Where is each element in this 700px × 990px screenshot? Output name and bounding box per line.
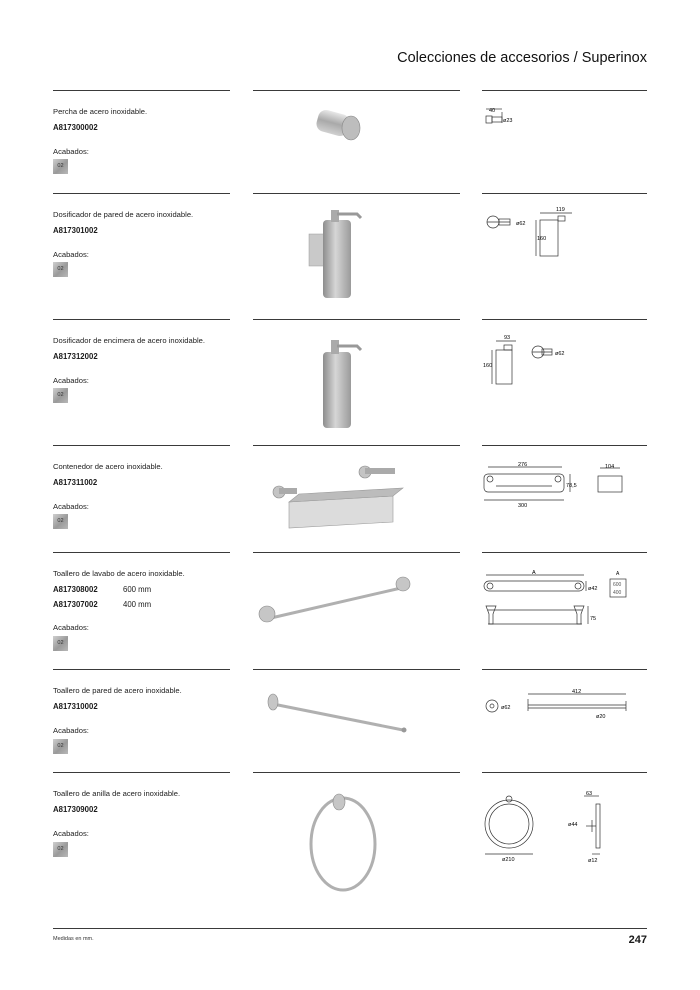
product-code: A817311002	[53, 478, 98, 487]
product-code: A817310002	[53, 702, 98, 711]
technical-drawing-contenedor	[482, 456, 647, 514]
product-description: Toallero de anilla de acero inoxidable.	[53, 789, 181, 798]
product-code: A817301002	[53, 226, 98, 235]
finish-swatch: 02	[53, 636, 68, 651]
divider	[253, 772, 460, 773]
dim-table-header: A	[616, 571, 620, 577]
product-photo-percha	[253, 96, 460, 156]
divider	[482, 90, 647, 91]
finish-swatch: 02	[53, 388, 68, 403]
product-description: Dosificador de pared de acero inoxidable.	[53, 210, 194, 219]
dim-table-value: 400	[613, 590, 622, 596]
divider	[482, 669, 647, 670]
dim-depth: 104	[605, 464, 615, 470]
dim-length: A	[532, 570, 536, 576]
dim-diameter: ø42	[588, 586, 598, 592]
dim-width: 93	[504, 335, 511, 341]
divider	[253, 552, 460, 553]
product-description: Contenedor de acero inoxidable.	[53, 462, 163, 471]
divider	[53, 772, 230, 773]
product-code: A817308002 600 mm	[53, 585, 152, 594]
product-description: Dosificador de encimera de acero inoxidable.	[53, 336, 205, 345]
finishes-label: Acabados:	[53, 502, 89, 511]
divider	[253, 445, 460, 446]
divider	[253, 90, 460, 91]
finishes-label: Acabados:	[53, 726, 89, 735]
product-photo-contenedor	[253, 452, 460, 542]
dim-height: 160	[537, 236, 547, 242]
product-code: A817307002 400 mm	[53, 600, 152, 609]
dim-depth: 63	[586, 791, 593, 797]
product-description: Toallero de lavabo de acero inoxidable.	[53, 569, 185, 578]
dim-bar-diameter: ø20	[596, 714, 606, 720]
divider	[53, 552, 230, 553]
technical-drawing-dosificador-encimera	[482, 332, 647, 390]
product-description: Toallero de pared de acero inoxidable.	[53, 686, 182, 695]
dim-diameter: ø62	[516, 221, 526, 227]
dim-width: 40	[489, 108, 496, 114]
product-code: A817300002	[53, 123, 98, 132]
finishes-label: Acabados:	[53, 623, 89, 632]
dim-ring-diameter: ø210	[502, 857, 515, 863]
finish-swatch: 02	[53, 262, 68, 277]
divider	[482, 445, 647, 446]
divider	[53, 669, 230, 670]
dim-length: 412	[572, 689, 582, 695]
product-photo-dosificador-encimera	[253, 326, 460, 430]
technical-drawing-toallero-lavabo	[482, 566, 647, 634]
dim-projection: 75	[590, 616, 597, 622]
product-photo-dosificador-pared	[253, 200, 460, 304]
divider	[53, 90, 230, 91]
divider	[482, 772, 647, 773]
finishes-label: Acabados:	[53, 829, 89, 838]
dim-outer: 300	[518, 503, 528, 509]
technical-drawing-dosificador-pared	[482, 205, 647, 263]
dim-diameter: ø23	[503, 118, 513, 124]
product-photo-toallero-pared	[253, 682, 460, 752]
page-title: Colecciones de accesorios / Superinox	[397, 50, 647, 66]
finish-swatch: 02	[53, 159, 68, 174]
technical-drawing-toallero-pared	[482, 685, 647, 725]
divider	[253, 193, 460, 194]
divider	[53, 193, 230, 194]
product-description: Percha de acero inoxidable.	[53, 107, 148, 116]
divider	[53, 445, 230, 446]
footer-note: Medidas en mm.	[53, 936, 94, 942]
finishes-label: Acabados:	[53, 147, 89, 156]
finishes-label: Acabados:	[53, 376, 89, 385]
dim-diameter: ø62	[555, 351, 565, 357]
dim-diameter: ø62	[501, 705, 511, 711]
dim-height: 160	[483, 363, 493, 369]
finish-swatch: 02	[53, 842, 68, 857]
dim-table-value: 600	[613, 582, 622, 588]
finish-swatch: 02	[53, 514, 68, 529]
technical-drawing-toallero-anilla	[482, 788, 647, 868]
dim-height: 78,5	[566, 483, 577, 489]
dim-width: 119	[556, 207, 565, 213]
divider	[253, 319, 460, 320]
technical-drawing-percha	[482, 104, 647, 134]
product-photo-toallero-lavabo	[253, 568, 460, 648]
divider	[53, 319, 230, 320]
finish-swatch: 02	[53, 739, 68, 754]
product-photo-toallero-anilla	[253, 780, 460, 896]
divider	[253, 669, 460, 670]
dim-base-diameter: ø44	[568, 822, 578, 828]
finishes-label: Acabados:	[53, 250, 89, 259]
divider	[482, 552, 647, 553]
divider	[482, 319, 647, 320]
dim-inner: 276	[518, 462, 528, 468]
product-code: A817309002	[53, 805, 98, 814]
page-number: 247	[628, 934, 647, 946]
divider	[482, 193, 647, 194]
product-code: A817312002	[53, 352, 98, 361]
dim-bar-diameter: ø12	[588, 858, 598, 864]
footer-divider	[53, 928, 647, 929]
